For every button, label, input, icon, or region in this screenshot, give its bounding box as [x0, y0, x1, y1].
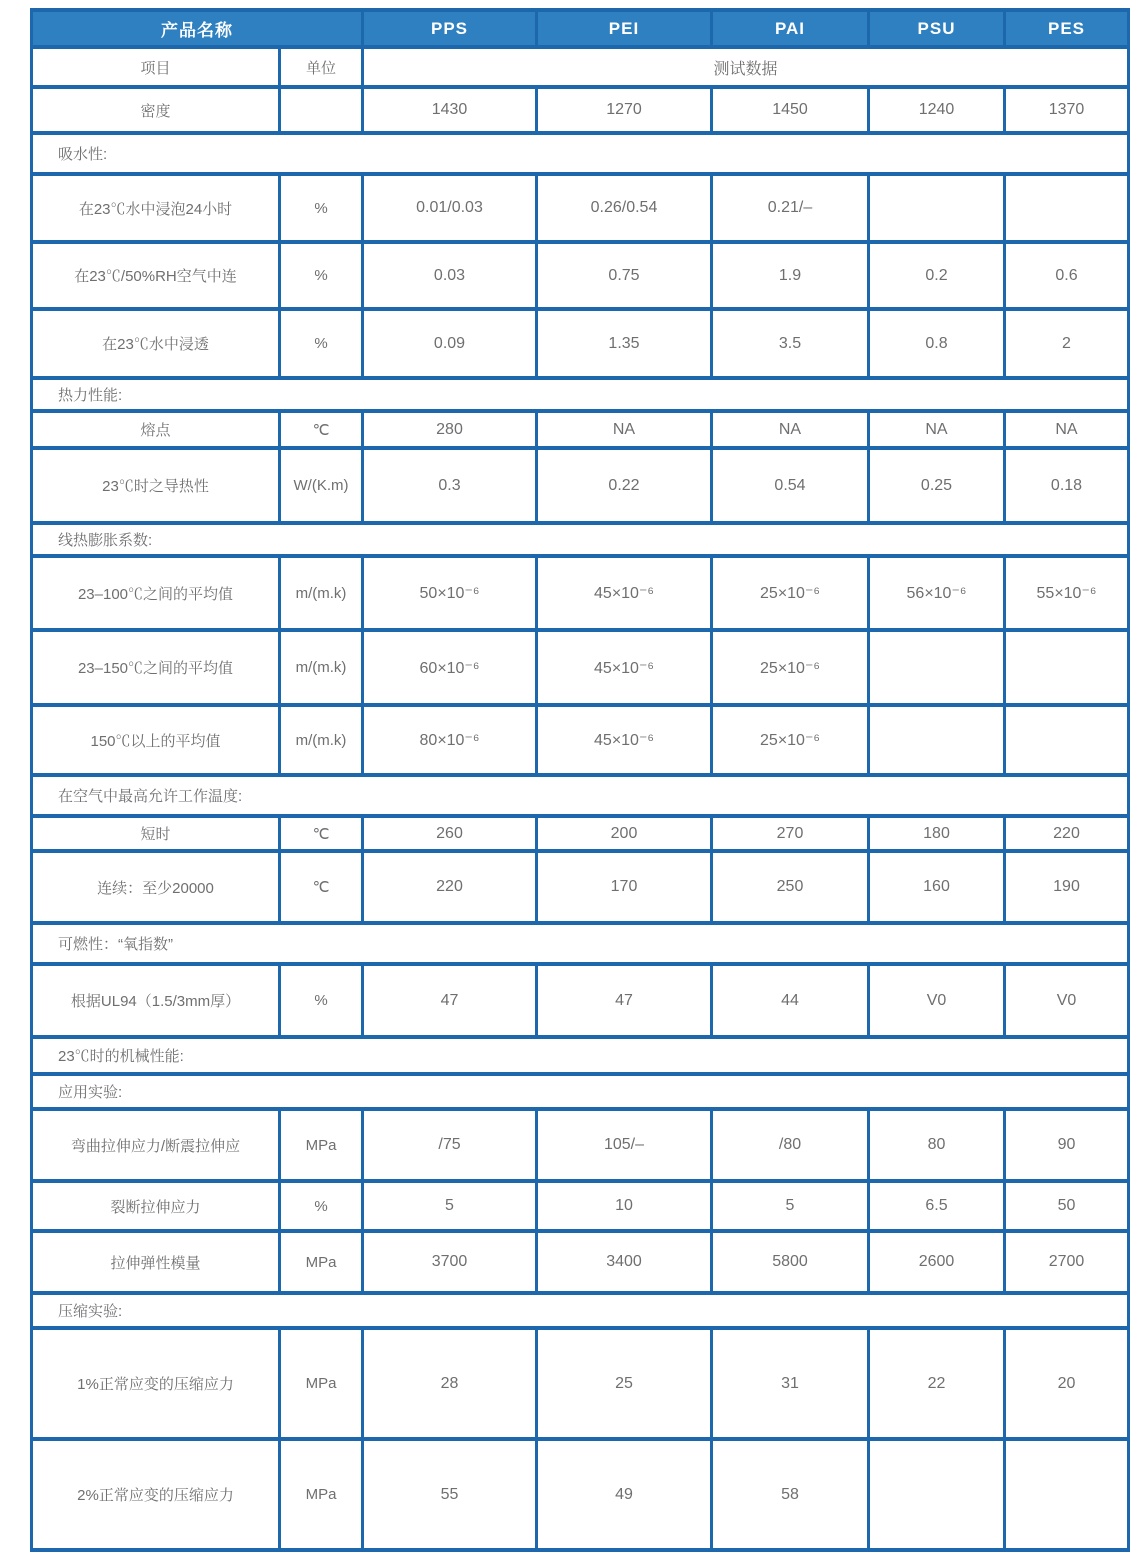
- row-label: 连续：至少20000: [32, 851, 280, 923]
- table-row: [32, 411, 1129, 448]
- value-cell: 25×10⁻⁶: [712, 630, 869, 705]
- row-label: 23–100℃之间的平均值: [32, 556, 280, 630]
- value-cell: /80: [712, 1109, 869, 1181]
- value-cell: [869, 705, 1005, 775]
- section-row: [32, 1074, 1129, 1109]
- value-cell: 2600: [869, 1231, 1005, 1293]
- value-cell: [869, 1439, 1005, 1550]
- value-cell: 270: [712, 816, 869, 851]
- value-cell: 55×10⁻⁶: [1005, 556, 1129, 630]
- value-cell: [1005, 630, 1129, 705]
- value-cell: NA: [537, 411, 712, 448]
- value-cell: 0.8: [869, 309, 1005, 378]
- product-name-header: 产品名称: [32, 10, 363, 47]
- value-cell: 25×10⁻⁶: [712, 705, 869, 775]
- value-cell: [1005, 705, 1129, 775]
- test-data-subheader: 测试数据: [363, 47, 1129, 87]
- value-cell: 1240: [869, 87, 1005, 133]
- value-cell: 25: [537, 1328, 712, 1439]
- value-cell: 1.35: [537, 309, 712, 378]
- product-header-row: [32, 10, 1129, 47]
- row-unit: MPa: [280, 1231, 363, 1293]
- section-header: 压缩实验:: [32, 1293, 1129, 1328]
- value-cell: 0.18: [1005, 448, 1129, 523]
- section-row: [32, 523, 1129, 556]
- value-cell: 1270: [537, 87, 712, 133]
- column-header-pes: PES: [1005, 10, 1129, 47]
- value-cell: 0.3: [363, 448, 537, 523]
- value-cell: 22: [869, 1328, 1005, 1439]
- row-label: 23–150℃之间的平均值: [32, 630, 280, 705]
- table-row: [32, 705, 1129, 775]
- value-cell: 280: [363, 411, 537, 448]
- column-header-psu: PSU: [869, 10, 1005, 47]
- value-cell: 80×10⁻⁶: [363, 705, 537, 775]
- row-label: 密度: [32, 87, 280, 133]
- value-cell: 80: [869, 1109, 1005, 1181]
- row-label: 弯曲拉伸应力/断震拉伸应: [32, 1109, 280, 1181]
- subheader-row: [32, 47, 1129, 87]
- value-cell: [1005, 1439, 1129, 1550]
- row-unit: ℃: [280, 851, 363, 923]
- value-cell: 5: [363, 1181, 537, 1231]
- section-header: 线热膨胀系数:: [32, 523, 1129, 556]
- spec-table-body: [32, 87, 1129, 1550]
- table-row: [32, 630, 1129, 705]
- column-header-pei: PEI: [537, 10, 712, 47]
- value-cell: 45×10⁻⁶: [537, 705, 712, 775]
- value-cell: 45×10⁻⁶: [537, 556, 712, 630]
- row-unit: MPa: [280, 1439, 363, 1550]
- row-label: 23℃时之导热性: [32, 448, 280, 523]
- value-cell: 55: [363, 1439, 537, 1550]
- value-cell: 200: [537, 816, 712, 851]
- section-row: [32, 378, 1129, 411]
- value-cell: 44: [712, 964, 869, 1037]
- row-unit: %: [280, 1181, 363, 1231]
- table-row: [32, 174, 1129, 242]
- value-cell: 1450: [712, 87, 869, 133]
- section-header: 在空气中最高允许工作温度:: [32, 775, 1129, 816]
- table-row: [32, 309, 1129, 378]
- column-header-pps: PPS: [363, 10, 537, 47]
- value-cell: 0.25: [869, 448, 1005, 523]
- row-label: 裂断拉伸应力: [32, 1181, 280, 1231]
- value-cell: 31: [712, 1328, 869, 1439]
- value-cell: 220: [363, 851, 537, 923]
- row-label: 熔点: [32, 411, 280, 448]
- value-cell: 0.2: [869, 242, 1005, 309]
- table-row: [32, 1439, 1129, 1550]
- value-cell: [1005, 174, 1129, 242]
- row-unit: m/(m.k): [280, 630, 363, 705]
- row-unit: %: [280, 964, 363, 1037]
- value-cell: 28: [363, 1328, 537, 1439]
- value-cell: 0.75: [537, 242, 712, 309]
- item-subheader: 项目: [32, 47, 280, 87]
- value-cell: 2700: [1005, 1231, 1129, 1293]
- column-header-pai: PAI: [712, 10, 869, 47]
- value-cell: /75: [363, 1109, 537, 1181]
- value-cell: 47: [537, 964, 712, 1037]
- row-label: 在23℃水中浸透: [32, 309, 280, 378]
- product-spec-table: [30, 8, 1130, 1552]
- row-unit: m/(m.k): [280, 705, 363, 775]
- table-row: [32, 87, 1129, 133]
- section-row: [32, 775, 1129, 816]
- section-row: [32, 1037, 1129, 1074]
- value-cell: 0.22: [537, 448, 712, 523]
- value-cell: 20: [1005, 1328, 1129, 1439]
- section-header: 热力性能:: [32, 378, 1129, 411]
- row-unit: m/(m.k): [280, 556, 363, 630]
- value-cell: 0.09: [363, 309, 537, 378]
- value-cell: 90: [1005, 1109, 1129, 1181]
- row-unit: %: [280, 309, 363, 378]
- value-cell: 250: [712, 851, 869, 923]
- row-unit: ℃: [280, 816, 363, 851]
- value-cell: NA: [712, 411, 869, 448]
- value-cell: 0.6: [1005, 242, 1129, 309]
- value-cell: 47: [363, 964, 537, 1037]
- value-cell: 0.01/0.03: [363, 174, 537, 242]
- table-row: [32, 448, 1129, 523]
- table-row: [32, 556, 1129, 630]
- value-cell: 45×10⁻⁶: [537, 630, 712, 705]
- row-label: 150℃以上的平均值: [32, 705, 280, 775]
- value-cell: NA: [1005, 411, 1129, 448]
- row-unit: ℃: [280, 411, 363, 448]
- value-cell: 170: [537, 851, 712, 923]
- value-cell: 3400: [537, 1231, 712, 1293]
- value-cell: 180: [869, 816, 1005, 851]
- value-cell: 2: [1005, 309, 1129, 378]
- section-header: 吸水性:: [32, 133, 1129, 174]
- section-header: 应用实验:: [32, 1074, 1129, 1109]
- value-cell: 56×10⁻⁶: [869, 556, 1005, 630]
- value-cell: 5800: [712, 1231, 869, 1293]
- value-cell: 0.21/–: [712, 174, 869, 242]
- row-label: 根据UL94（1.5/3mm厚）: [32, 964, 280, 1037]
- section-header: 可燃性：“氧指数”: [32, 923, 1129, 964]
- value-cell: [869, 630, 1005, 705]
- value-cell: V0: [1005, 964, 1129, 1037]
- row-label: 在23℃水中浸泡24小时: [32, 174, 280, 242]
- row-unit: MPa: [280, 1109, 363, 1181]
- row-unit: MPa: [280, 1328, 363, 1439]
- value-cell: 220: [1005, 816, 1129, 851]
- row-label: 拉伸弹性模量: [32, 1231, 280, 1293]
- value-cell: 3700: [363, 1231, 537, 1293]
- value-cell: 1370: [1005, 87, 1129, 133]
- section-row: [32, 1293, 1129, 1328]
- row-label: 1%正常应变的压缩应力: [32, 1328, 280, 1439]
- value-cell: 260: [363, 816, 537, 851]
- row-unit: W/(K.m): [280, 448, 363, 523]
- table-row: [32, 1181, 1129, 1231]
- row-label: 在23℃/50%RH空气中连: [32, 242, 280, 309]
- row-unit: %: [280, 174, 363, 242]
- table-row: [32, 1231, 1129, 1293]
- row-unit: [280, 87, 363, 133]
- value-cell: 0.54: [712, 448, 869, 523]
- value-cell: 1.9: [712, 242, 869, 309]
- section-row: [32, 133, 1129, 174]
- table-row: [32, 1109, 1129, 1181]
- table-row: [32, 964, 1129, 1037]
- row-unit: %: [280, 242, 363, 309]
- value-cell: 0.26/0.54: [537, 174, 712, 242]
- value-cell: 0.03: [363, 242, 537, 309]
- table-row: [32, 851, 1129, 923]
- value-cell: 49: [537, 1439, 712, 1550]
- value-cell: 50×10⁻⁶: [363, 556, 537, 630]
- value-cell: 105/–: [537, 1109, 712, 1181]
- value-cell: 160: [869, 851, 1005, 923]
- value-cell: 10: [537, 1181, 712, 1231]
- section-header: 23℃时的机械性能:: [32, 1037, 1129, 1074]
- value-cell: 190: [1005, 851, 1129, 923]
- value-cell: 25×10⁻⁶: [712, 556, 869, 630]
- table-row: [32, 816, 1129, 851]
- table-row: [32, 1328, 1129, 1439]
- row-label: 2%正常应变的压缩应力: [32, 1439, 280, 1550]
- value-cell: NA: [869, 411, 1005, 448]
- value-cell: 1430: [363, 87, 537, 133]
- value-cell: 60×10⁻⁶: [363, 630, 537, 705]
- value-cell: V0: [869, 964, 1005, 1037]
- value-cell: 6.5: [869, 1181, 1005, 1231]
- unit-subheader: 单位: [280, 47, 363, 87]
- table-row: [32, 242, 1129, 309]
- row-label: 短时: [32, 816, 280, 851]
- value-cell: 5: [712, 1181, 869, 1231]
- value-cell: 50: [1005, 1181, 1129, 1231]
- value-cell: 58: [712, 1439, 869, 1550]
- section-row: [32, 923, 1129, 964]
- value-cell: 3.5: [712, 309, 869, 378]
- value-cell: [869, 174, 1005, 242]
